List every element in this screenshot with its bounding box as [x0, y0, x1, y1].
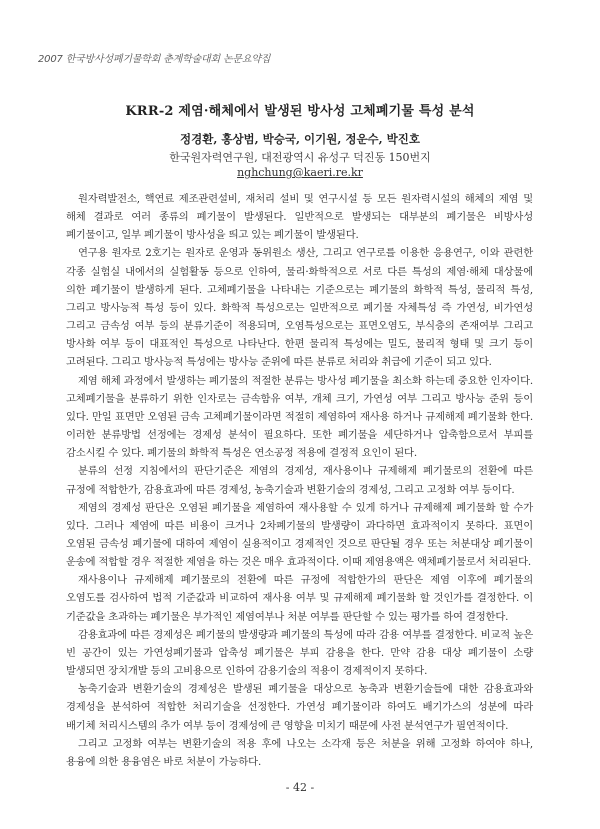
email-link[interactable]: nghchung@kaeri.re.kr — [237, 166, 363, 179]
paragraph-9: 그리고 고정화 여부는 변환기술의 적용 후에 나오는 소각재 등은 처분을 위해 고정화 하여야 하나, 용융에 의한 용융염은 바로 처분이 가능하다. — [66, 737, 533, 768]
running-header: 2007 한국방사성폐기물학회 춘계학술대회 논문요약집 — [38, 54, 271, 65]
paragraph-2: 연구용 원자로 2호기는 원자로 운영과 동위원소 생산, 그리고 연구로를 이용한 응용연구, 이와 관련한 각종 실험실 내에서의 실험활동 등으로 인하여, 물리·화학적으로 서로 다른 특성의 제염·해체 대상물에 의한 폐기물이 발생하게 된다. 고체폐기물을 나타내는 기준으로는 폐기물의 화학적 특성, 물리적 특성, 그리고 방사능적 특성 등이 있다. 화학적 특성으로는 일반적으로 폐기물 자체특성 즉 가연성, 비가연성 그리고 금속성 여부 등의 분류기준이 적용되며, 오염특성으로는 표면오염도, 부식층의 존재여부 그리고 방사화 여부 등이 대표적인 특성으로 나타난다. 한편 물리적 특성에는 밀도, 물리적 형태 및 크기 등이 고려된다. 그리고 방사능적 특성에는 방사능 준위에 따른 분류로 처리와 취급에 기준이 되고 있다. — [66, 247, 533, 369]
paragraph-3: 제염 해체 과정에서 발생하는 폐기물의 적절한 분류는 방사성 폐기물을 최소화 하는데 중요한 인자이다. 고체폐기물을 분류하기 위한 인자로는 금속함유 여부, 개체 크기, 가연성 여부 그리고 방사능 준위 등이 있다. 만일 표면만 오염된 금속 고체폐기물이라면 적절히 제염하여 재사용 하거나 규제해제 폐기물화 한다. 이러한 분류방법 선정에는 경제성 분석이 필요하다. 또한 폐기물을 세단하거나 압축함으로서 부피를 감소시킬 수 있다. 폐기물의 화학적 특성은 연소공정 적용에 결정적 요인이 된다. — [66, 374, 533, 460]
paragraph-5: 제염의 경제성 판단은 오염된 폐기물을 제염하여 재사용할 수 있게 하거나 규제해제 폐기물화 할 수가 있다. 그러나 제염에 따른 비용이 크거나 2차폐기물의 발생량이 과다하면 효과적이지 못하다. 표면이 오염된 금속성 폐기물에 대하여 제염이 실용적이고 경제적인 것으로 판단될 경우 또는 처분대상 폐기물이 운송에 적합할 경우 적절한 제염을 하는 것은 매우 효과적이다. 이때 제염용액은 액체폐기물로서 처리된다. — [66, 501, 533, 569]
contact-email — [0, 166, 600, 179]
author-list: 정경환, 홍상범, 박승국, 이기원, 정운수, 박진호 — [180, 132, 420, 146]
paragraph-7: 감용효과에 따른 경제성은 폐기물의 발생량과 폐기물의 특성에 따라 감용 여부를 결정한다. 비교적 높은 빈 공간이 있는 가연성폐기물과 압축성 폐기물은 부피 감용을 한다. 만약 감용 대상 폐기물이 소량 발생되면 장치개발 등의 고비용으로 인하여 감용기술의 적용이 경제적이지 못하다. — [66, 628, 533, 678]
abstract-body — [66, 190, 533, 771]
affiliation: 한국원자력연구원, 대전광역시 유성구 덕진동 150번지 — [169, 151, 431, 164]
paper-title: KRR-2 제염·해체에서 발생된 방사성 고체폐기물 특성 분석 — [125, 104, 475, 119]
paragraph-1: 원자력발전소, 핵연료 제조관련설비, 재처리 설비 및 연구시설 등 모든 원자력시설의 해체의 제염 및 해체 결과로 여러 종류의 폐기물이 발생된다. 일반적으로 발생되는 대부분의 폐기물은 비방사성 폐기물이고, 일부 폐기물이 방사성을 띄고 있는 폐기물이 발생된다. — [66, 193, 533, 242]
paragraph-4: 분류의 선정 지침에서의 판단기준은 제염의 경제성, 재사용이나 규제해제 폐기물로의 전환에 따른 규정에 적합한가, 감용효과에 따른 경제성, 농축기술과 변환기술의 경제성, 그리고 고정화 여부 등이다. — [66, 465, 533, 496]
paragraph-8: 농축기술과 변환기술의 경제성은 발생된 폐기물을 대상으로 농축과 변환기술들에 대한 감용효과와 경제성을 분석하여 적합한 처리기술을 선정한다. 가연성 폐기물이라 하여도 배기가스의 성분에 따라 배기체 처리시스템의 추가 여부 등이 경제성에 큰 영향을 미치기 때문에 사전 분석연구가 필연적이다. — [66, 683, 533, 732]
paragraph-6: 재사용이나 규제해제 폐기물로의 전환에 따른 규정에 적합한가의 판단은 제염 이후에 폐기물의 오염도를 검사하여 법적 기준값과 비교하여 재사용 여부 및 규제해제 폐기물화 할 것인가를 결정한다. 이 기준값을 초과하는 폐기물은 부가적인 제염여부나 처분 여부를 판단할 수 있는 평가를 하여 결정한다. — [66, 574, 533, 623]
page-number: - 42 - — [285, 781, 315, 794]
